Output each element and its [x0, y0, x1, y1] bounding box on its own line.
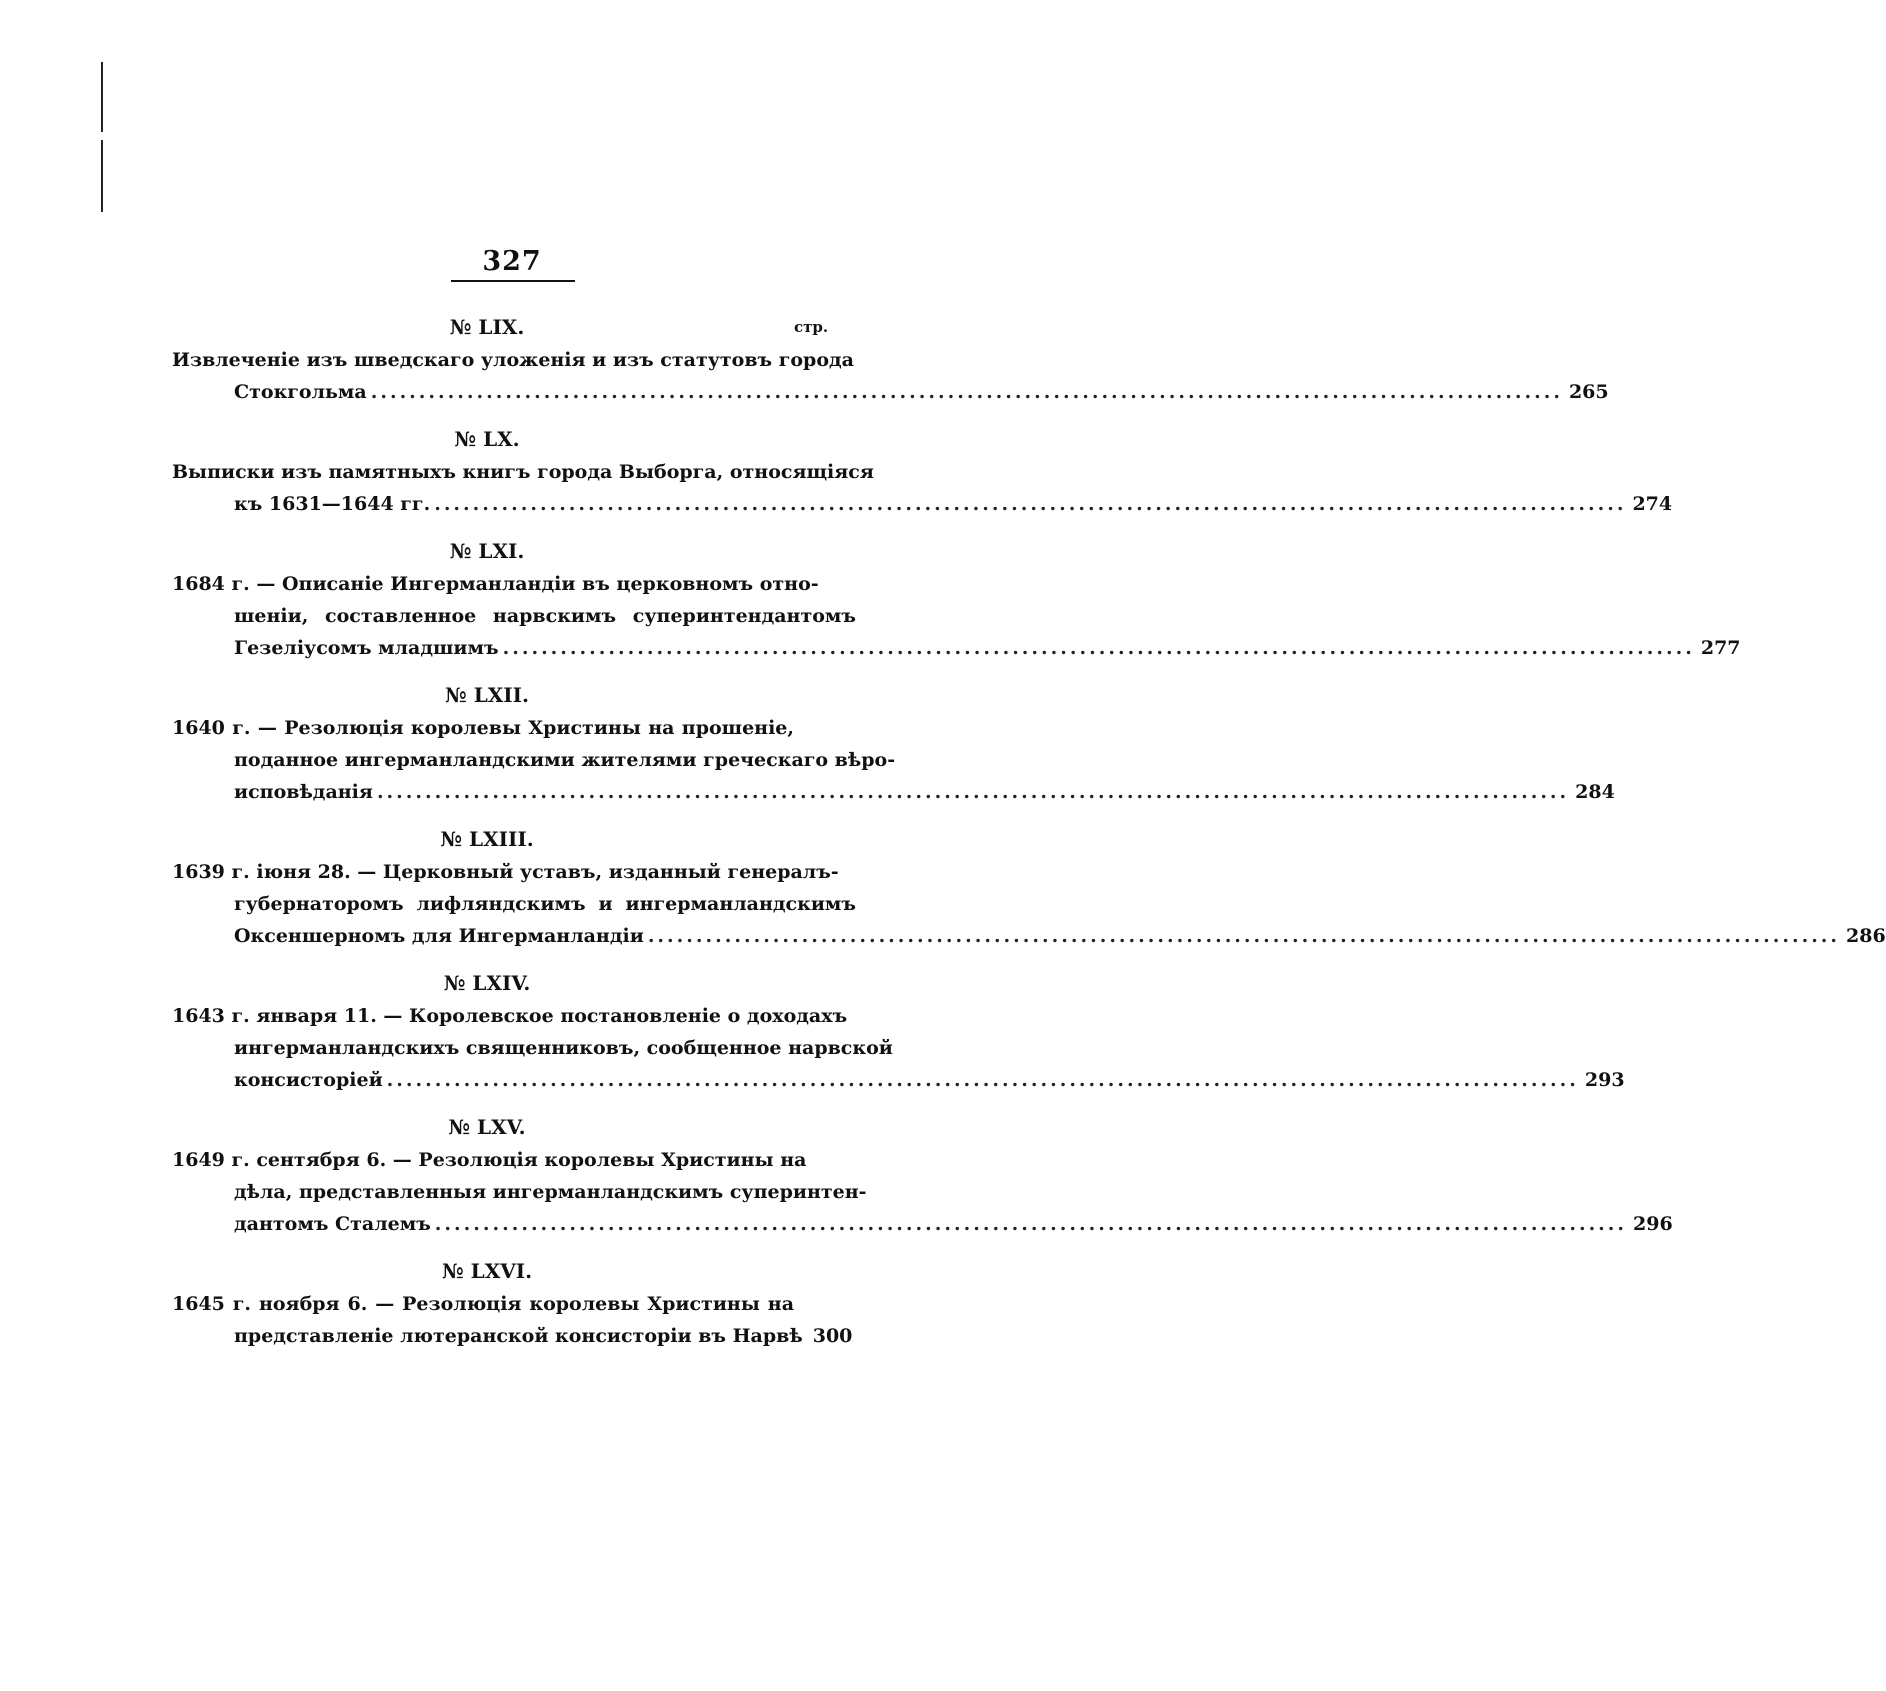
entry-title: [172, 1000, 1625, 1096]
dot-leader: [371, 376, 1563, 408]
entry-last-line: [172, 632, 1741, 664]
entry-number: № LXI.: [449, 539, 525, 563]
entry-title: [172, 1144, 1673, 1240]
entry-number: № LXIII.: [440, 827, 534, 851]
entry-title-text: консисторіей: [234, 1069, 383, 1091]
margin-line-bottom: [101, 140, 103, 212]
entry-title-text: 1640 г. — Резолюція королевы Христины на прошеніе,: [172, 717, 794, 739]
dot-leader: [377, 776, 1569, 808]
entry-page-number: 274: [1632, 493, 1673, 515]
entry-title-text: шеніи, составленное нарвскимъ суперинтендантомъ: [234, 605, 856, 627]
page-ref-label: стр.: [794, 318, 829, 336]
toc-entry: [172, 822, 1886, 966]
entry-title-line: [172, 344, 854, 376]
entry-title-line: [172, 568, 819, 600]
entry-title-line: [172, 712, 794, 744]
entry-title-text: Гезеліусомъ младшимъ: [234, 637, 499, 659]
entry-last-line: [172, 376, 1609, 408]
dot-leader: [387, 1064, 1579, 1096]
entry-title-text: дантомъ Сталемъ: [234, 1213, 431, 1235]
entry-title-line: [172, 1000, 848, 1032]
page-number: 327: [482, 246, 542, 277]
entry-number: № LX.: [454, 427, 520, 451]
dot-leader: [503, 632, 1695, 664]
entry-title: [172, 568, 1741, 664]
entry-number: № LXII.: [445, 683, 529, 707]
entry-title: [172, 1288, 852, 1352]
dot-leader: [435, 1208, 1627, 1240]
entry-title-line: [172, 1288, 794, 1320]
entry-page-number: 277: [1700, 637, 1741, 659]
entry-title-text: Оксеншерномъ для Ингерманландіи: [234, 925, 644, 947]
entry-title-text: исповѣданія: [234, 781, 373, 803]
toc-entry: [172, 678, 1615, 822]
entry-title-line: [172, 600, 856, 632]
toc-entry: [172, 534, 1741, 678]
entry-page-number: 296: [1633, 1213, 1673, 1235]
entry-title-text: губернаторомъ лифляндскимъ и ингерманландскимъ: [234, 893, 856, 915]
entry-title-text: 1643 г. января 11. — Королевское постановленіе о доходахъ: [172, 1005, 848, 1027]
entry-title-line: [172, 1144, 807, 1176]
entry-title-text: Извлеченіе изъ шведскаго уложенія и изъ статутовъ города: [172, 349, 854, 371]
entry-number: № LXIV.: [443, 971, 531, 995]
entry-title-text: дѣла, представленныя ингерманландскимъ суперинтен-: [234, 1181, 867, 1203]
toc-entry: [172, 1254, 852, 1366]
dot-leader: [434, 488, 1626, 520]
toc-entry: [172, 310, 1609, 422]
entry-page-number: 284: [1575, 781, 1615, 803]
entry-title-text: ингерманландскихъ священниковъ, сообщенное нарвской: [234, 1037, 893, 1059]
entry-last-line: [172, 776, 1615, 808]
entry-last-line: [172, 1064, 1625, 1096]
entry-page-number: 293: [1584, 1069, 1625, 1091]
entry-title-text: 1645 г. ноября 6. — Резолюція королевы Христины на: [172, 1293, 794, 1315]
entry-title-line: [172, 888, 856, 920]
page: [172, 0, 1886, 1691]
toc-entry: [172, 966, 1625, 1110]
entry-title-text: поданное ингерманландскими жителями греческаго вѣро-: [234, 749, 896, 771]
table-of-contents: [172, 310, 1886, 1366]
entry-last-line: [172, 1320, 852, 1352]
entry-title-line: [172, 1032, 893, 1064]
entry-title-text: Стокгольма: [234, 381, 367, 403]
page-number-rule: [451, 280, 575, 282]
entry-last-line: [172, 1208, 1673, 1240]
entry-number: № LXV.: [448, 1115, 526, 1139]
entry-title-line: [172, 456, 874, 488]
entry-page-number: 300: [812, 1325, 853, 1347]
entry-title-line: [172, 1176, 867, 1208]
margin-line-top: [101, 62, 103, 132]
entry-page-number: 265: [1568, 381, 1609, 403]
entry-title: [172, 856, 1886, 952]
entry-title: [172, 712, 1615, 808]
entry-title-text: 1684 г. — Описаніе Ингерманландіи въ церковномъ отно-: [172, 573, 819, 595]
entry-number: № LXVI.: [441, 1259, 533, 1283]
entry-title-line: [172, 744, 896, 776]
toc-entry: [172, 422, 1673, 534]
entry-title: [172, 456, 1673, 520]
entry-title: [172, 344, 1609, 408]
entry-title-text: представленіе лютеранской консисторіи въ Нарвѣ: [234, 1325, 803, 1347]
entry-last-line: [172, 920, 1886, 952]
entry-number: № LIX.: [449, 315, 525, 339]
entry-title-text: 1649 г. сентября 6. — Резолюція королевы Христины на: [172, 1149, 807, 1171]
dot-leader: [648, 920, 1840, 952]
entry-last-line: [172, 488, 1673, 520]
entry-page-number: 286: [1846, 925, 1886, 947]
entry-title-text: Выписки изъ памятныхъ книгъ города Выборга, относящіяся: [172, 461, 874, 483]
entry-title-text: къ 1631—1644 гг.: [234, 493, 431, 515]
entry-title-line: [172, 856, 839, 888]
entry-title-text: 1639 г. іюня 28. — Церковный уставъ, изданный генералъ-: [172, 861, 839, 883]
toc-entry: [172, 1110, 1673, 1254]
